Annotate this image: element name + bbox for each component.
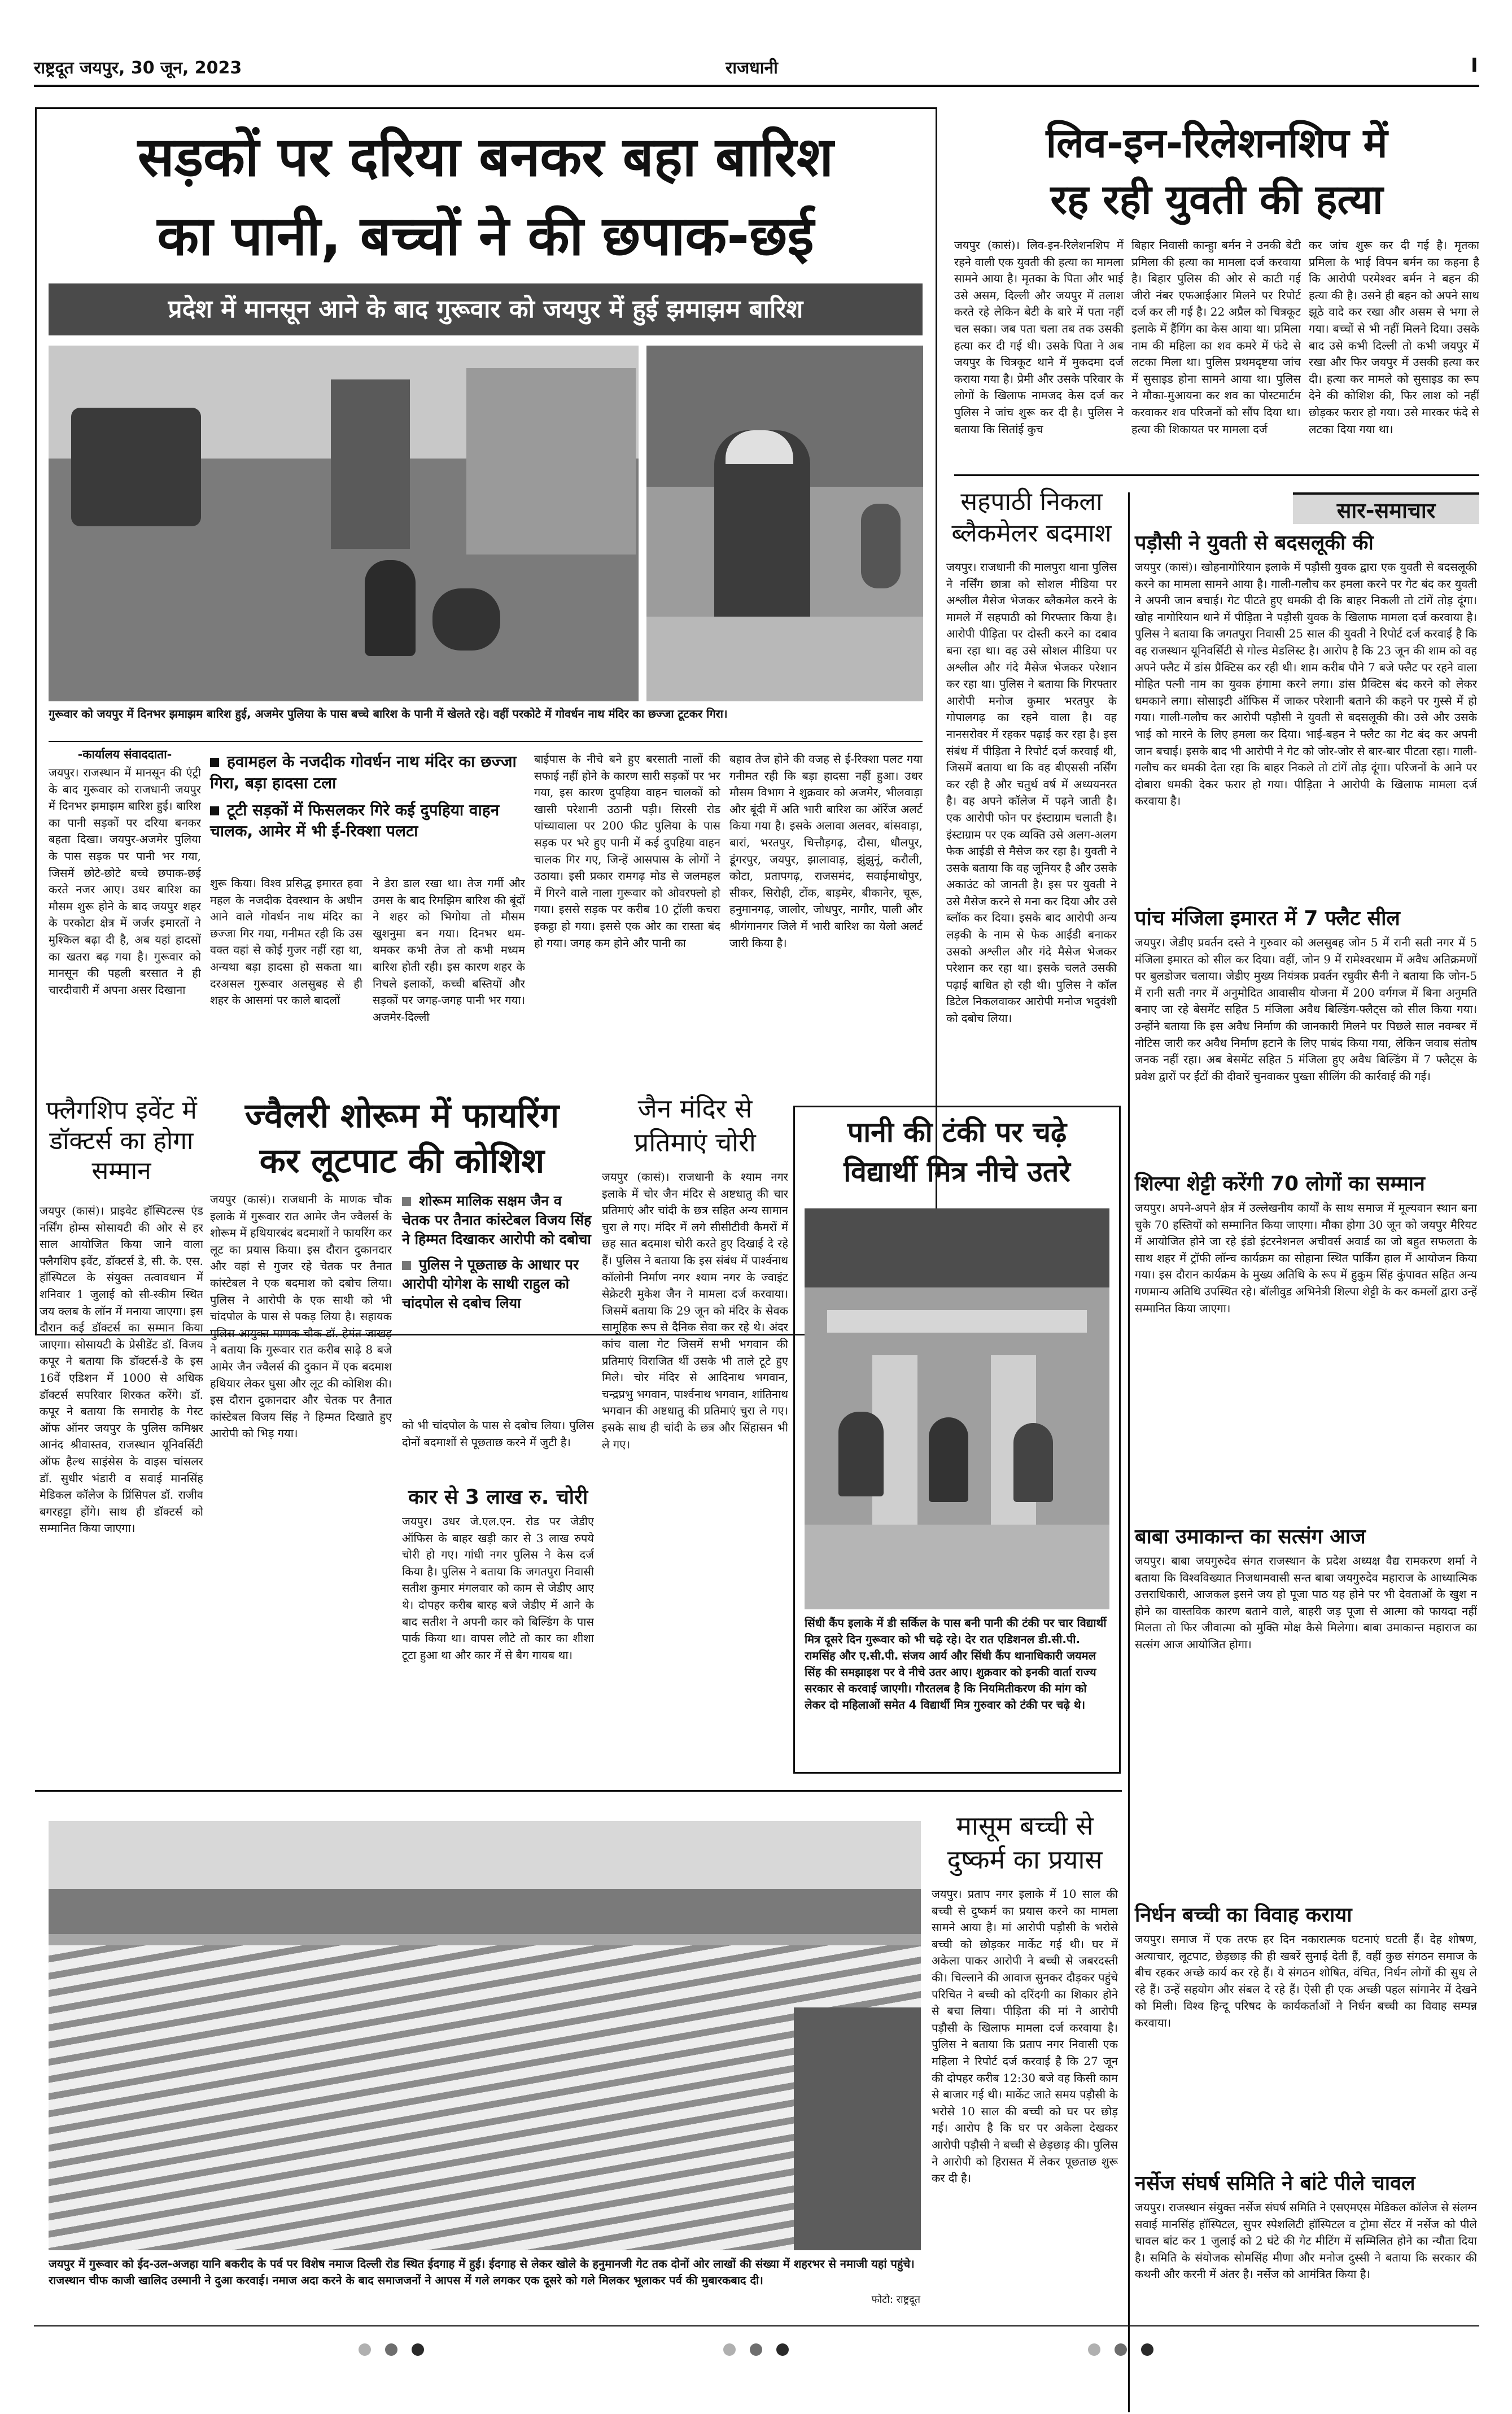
- sahpathi-text: जयपुर। राजधानी की मालपुरा थाना पुलिस ने नर्सिंग छात्रा को सोशल मीडिया पर अश्लील मैसेज भेजकर ब्लैकमेल करने के मामले में सहपाठी को गिरफ्तार किया है। आरोपी पीड़िता पर दोस्ती करने का दबाव बना रहा था। वह उसे सोशल मीडिया पर अश्लील और गंदे मैसेज भेजकर परेशान कर रहा था। पुलिस ने बताया कि गिरफ्तार आरोपी मनोज कुमार भरतपुर के गोपालगढ़ का रहने वाला है। वह नानसरोवर में रहकर पढ़ाई कर रहा है। इस संबंध में पीड़िता ने रिपोर्ट दर्ज करवाई थी, जिसमें बताया था कि वह बीएससी नर्सिंग कर रही है और चतुर्थ वर्ष में अध्ययनरत है। वह अपने कॉलेज में पढ़ने जाती है। एक आरोपी फोन पर इंस्टाग्राम चलाती है। इंस्टाग्राम पर एक व्यक्ति उसे अलग-अलग फेक आईडी से मैसेज कर रहा है। युवती ने उसके बताया कि वह जूनियर है और उसके अकाउंट को जानती है। इस पर युवती ने उसे मैसेज करने से मना कर दिया और उसे ब्लॉक कर दिया। इसके बाद आरोपी अन्य लड़की के नाम से फेक आईडी बनाकर उसको अश्लील और गंदे मैसेज भेजकर परेशान कर रहा था। इसके चलते उसकी पढ़ाई बाधित हो रही थी। पुलिस ने कॉल डिटेल निकलवाकर आरोपी मनोज भदुवंशी को दबोच लिया।: [946, 560, 1117, 1025]
- brief-4-title: बाबा उमाकान्त का सत्संग आज: [1135, 1525, 1366, 1548]
- jewelry-callout: [402, 1191, 594, 1406]
- footer-dot-3: [412, 2343, 424, 2356]
- brief-4-text: जयपुर। बाबा जयगुरुदेव संगत राजस्थान के प्रदेश अध्यक्ष वैद्य रामकरण शर्मा ने बताया कि विश्वविख्यात निजधामवासी सन्त बाबा जयगुरुदेव महाराज के आध्यात्मिक उत्तराधिकारी, आजकल इसने जय हो पूजा पाठ यह होने पर भी देवताओं के खुश न होने का वास्तविक कारण बताने वाले, बाहरी जड़ पूजा से आत्मा को फायदा नहीं मिलता तो फिर जीवात्मा को मुक्ति मोक्ष कैसे मिलेगा। बाबा उमाकान्त महाराज का सत्संग आज आयोजित होगा।: [1135, 1554, 1477, 1651]
- brief-2-text: जयपुर। जेडीए प्रवर्तन दस्ते ने गुरुवार को अलसुबह जोन 5 में रानी सती नगर में 5 मंजिला इमारत को सील कर दिया। वहीं, जोन 9 में रामेश्वरधाम में अवैध अतिक्रमणों पर बुलडोजर चलाया। जेडीए मुख्य नियंत्रक प्रवर्तन रघुवीर सैनी ने बताया कि जोन-5 में रानी सती नगर में अनुमोदित आवासीय योजना में 200 वर्गगज में बिना अनुमति बनाए जा रहे बेसमेंट सहित 5 मंजिला अवैध बिल्डिंग-फ्लैट्स को सील किया गया। उन्होंने बताया कि इस अवैध निर्माण की जानकारी मिलने पर पिछले साल नवम्बर में नोटिस जारी कर अवैध निर्माण हटाने के लिए पाबंद किया गया, लेकिन जवाब संतोष जनक नहीं रहा। अब बेसमेंट सहित 5 मंजिला हुए अवैध बिल्डिंग में 7 फ्लैट्स के प्रवेश द्वारों पर ईंटों की दीवारें चुनवाकर पुख्ता सीलिंग की कार्रवाई की गई।: [1135, 936, 1477, 1083]
- jewelry-col-1: जयपुर (कासं)। राजधानी के माणक चौक इलाके में गुरूवार रात आमेर जैन ज्वैलर्स के शोरूम में हथियारबंद बदमाशों ने फायरिंग कर लूट का प्रयास किया। इस दौरान दुकानदार और वहां से गुजर रहे चेतक पर तैनात कांस्टेबल ने एक बदमाश को दबोच लिया। पुलिस ने आरोपी के एक साथी को भी चांदपोल के पास से पकड़ लिया है। सहायक पुलिस आयुक्त माणक चौक डॉ. हेमंत जाखड़ ने बताया कि गुरूवार रात करीब साढ़े 8 बजे आमेर जैन ज्वैलर्स की दुकान में एक बदमाश हथियार लेकर घुसा और लूट की कोशिश की। इस दौरान दुकानदार और चेतक पर तैनात कांस्टेबल विजय सिंह ने हिम्मत दिखाते हुए आरोपी को भिड़ गया।: [210, 1193, 392, 1440]
- tanki-headline-line2: विद्यार्थी मित्र नीचे उतरे: [844, 1155, 1070, 1188]
- brief-5-title: निर्धन बच्ची का विवाह कराया: [1135, 1904, 1352, 1927]
- lead-headline-line1: सड़कों पर दरिया बनकर बहा बारिश: [137, 125, 834, 189]
- livein-col-3: कर जांच शुरू कर दी गई है। मृतका प्रमिला के भाई विपन बर्मन का कहना है कि आरोपी परमेश्वर बर्मन ने बहन की हत्या की है। उसने ही बहन को अपने साथ झूठे वादे कर रखा और असम से भगा ले गया। बच्चों से भी नहीं मिलने दिया। उसके बाद उसे कभी दिल्ली तो कभी जयपुर में रखा और फिर जयपुर में उसकी हत्या कर दी। हत्या कर मामले को सुसाइड का रूप देने की कोशिश की, फिर लाश को नहीं छोड़कर फरार हो गया। उसे मारकर फंदे से लटका दिया गया था।: [1309, 238, 1479, 436]
- brief-1-title: पड़ौसी ने युवती से बदसलूकी की: [1135, 531, 1374, 555]
- lead-col-4: बाईपास के नीचे बने हुए बरसाती नालों की सफाई नहीं होने के कारण सारी सड़कों पर भर गया, इस कारण दुपहिया वाहन चालकों को खासी परेशानी उठानी पड़ी। सिरसी रोड पांच्यावाला पर 200 फीट पुलिया के पास सड़क पर भरे हुए पानी में कई दुपहिया वाहन चालक गिर गए, जिन्हें आसपास के लोगों ने उठाया। इसी प्रकार रामगढ़ मोड से जलमहल में गिरने वाले नाला गुरूवार को ओवरफ्लो हो गया। इससे सड़क पर करीब 10 ट्रॉली कचरा इकट्ठा हो गया। इससे एक ओर का रास्ता बंद हो गया। जगह कम होने और पानी का: [534, 752, 720, 950]
- brief-1-text: जयपुर (कासं)। खोहनागोरियान इलाके में पड़ौसी युवक द्वारा एक युवती से बदसलूकी करने का मामला सामने आया है। गाली-गलौच कर हमला करने पर गेट बंद कर युवती ने अपनी जान बचाई। गेट पीटते हुए धमकी दी कि बाहर निकली तो टांगें तोड़ दूंगा। खोह नागोरियान थाने में पीड़िता ने पड़ौसी युवक के खिलाफ मामला दर्ज करवाया है। पुलिस ने बताया कि जगतपुरा निवासी 25 साल की युवती ने रिपोर्ट दर्ज करवाई है कि वह राजस्थान यूनिवर्सिटी से गोल्ड मेडलिस्ट है। आरोप है कि 23 जून की शाम को वह अपने फ्लैट में डांस प्रैक्टिस कर रही थी। शाम करीब पौने 7 बजे फ्लैट पर रहने वाला मोहित पत्नी नाम का युवक हंगामा करने लगा। डांस प्रैक्टिस बंद करने को लेकर धमकाने लगा। सोसाइटी ऑफिस में जाकर परेशानी बताने की कहने पर गुस्से में हो गया। गाली-गलौच कर आरोपी पड़ौसी ने युवती से बदसलूकी की। उसे और उसके भाई को मारने के लिए हमला कर दिया। भाई-बहन ने फ्लैट का गेट बंद कर अपनी जान बचाई। इसके बाद भी आरोपी ने गेट को जोर-जोर से बार-बार पीटता रहा। गाली-गलौच कर धमकी देता रहा कि बाहर निकले तो टांगें तोड़ दूंगा। परिजनों के आने पर दोबारा धमकी देकर फरार हो गया। पीड़िता ने आरोपी के खिलाफ मामला दर्ज करवाया है।: [1135, 560, 1477, 808]
- jain-text: जयपुर (कासं)। राजधानी के श्याम नगर इलाके में चोर जैन मंदिर से अष्टधातु की चार प्रतिमाएं और चांदी के छत्र सहित अन्य सामान चुरा ले गए। मंदिर में लगे सीसीटीवी कैमरों में छह सात बदमाश चोरी करते हुए दिखाई दे रहे हैं। पुलिस ने बताया कि इस संबंध में पार्श्वनाथ कॉलोनी निर्माण नगर श्याम नगर के ज्वाइंट सेक्रेटरी मुकेश जैन ने मामला दर्ज करवाया। जिसमें बताया कि 29 जून को मंदिर के सेवक सामूहिक रूप से दैनिक सेवा कर रहे थे। अंदर कांच वाला गेट जिसमें सभी भगवान की प्रतिमाएं विराजित थीं उसके भी ताले टूटे हुए मिले। चोर मंदिर से आदिनाथ भगवान, चन्द्रप्रभु भगवान, पार्श्वनाथ भगवान, शांतिनाथ भगवान की अष्टधातु की प्रतिमाएं चुरा ले गए। इसके साथ ही चांदी के छत्र और सिंहासन भी ले गए।: [602, 1170, 788, 1451]
- jain-headline-line1: जैन मंदिर से: [637, 1093, 753, 1124]
- masoom-headline-line1: मासूम बच्ची से: [956, 1810, 1094, 1841]
- header-rule: [34, 85, 1479, 87]
- jain-headline-line2: प्रतिमाएं चोरी: [634, 1127, 756, 1158]
- brief-2-title: पांच मंजिला इमारत में 7 फ्लैट सील: [1135, 907, 1400, 930]
- lead-photo-caption: गुरूवार को जयपुर में दिनभर झमाझम बारिश हुई, अजमेर पुलिया के पास बच्चे बारिश के पानी में खेलते रहे। वहीं परकोटे में गोवर्धन नाथ मंदिर का छज्जा टूटकर गिरा।: [49, 707, 728, 721]
- car-theft-title: कार से 3 लाख रु. चोरी: [408, 1486, 588, 1509]
- brief-6-text: जयपुर। राजस्थान संयुक्त नर्सेज संघर्ष समिति ने एसएमएस मेडिकल कॉलेज से संलग्न सवाई मानसिंह हॉस्पिटल, सुपर स्पेशलिटी हॉस्पिटल व ट्रोमा सेंटर में नर्सेज को पीले चावल बांट कर 1 जुलाई को 2 घंटे की गेट मीटिंग में सम्मिलित होने का न्यौता दिया है। समिति के संयोजक सोमसिंह मीणा और मनोज दुस्सी ने बताया कि सरकार की कथनी और करनी में अंतर है। नर्सेज को आमंत्रित किया है।: [1135, 2201, 1477, 2281]
- sahpathi-headline-line1: सहपाठी निकला: [960, 487, 1103, 516]
- jewelry-callout-2: पुलिस ने पूछताछ के आधार पर आरोपी योगेश के साथी राहुल को चांदपोल से दबोच लिया: [402, 1256, 579, 1311]
- jewelry-callout-1: शोरूम मालिक सक्षम जैन व चेतक पर तैनात कांस्टेबल विजय सिंह ने हिम्मत दिखाकर आरोपी को दबोचा: [402, 1193, 592, 1247]
- lead-caption-rule: [49, 741, 923, 742]
- brief-3-title: शिल्पा शेट्टी करेंगी 70 लोगों का सम्मान: [1135, 1172, 1425, 1195]
- header-page-number: I: [1471, 54, 1478, 77]
- jewelry-headline-line1: ज्वैलरी शोरूम में फायरिंग: [244, 1096, 560, 1136]
- livein-rule: [954, 474, 1479, 476]
- eid-caption: जयपुर में गुरूवार को ईद-उल-अजहा यानि बकरीद के पर्व पर विशेष नमाज दिल्ली रोड स्थित ईदगाह में हुई। ईदगाह से लेकर खोले के हनुमानजी गेट तक दोनों ओर लाखों की संख्या में शहरभर से नमाजी यहां पहुंचे। राजस्थान चीफ काजी खालिद उस्मानी ने दुआ करवाई। नमाज अदा करने के बाद समाजजनों ने आपस में गले लगकर एक दूसरे को गले मिलकर भूलाकर पर्व की मुबारकबाद दी।: [49, 2257, 915, 2287]
- footer-dot-6: [776, 2343, 789, 2356]
- lead-col-3: ने डेरा डाल रखा था। तेज गर्मी और उमस के बाद रिमझिम बारिश की बूंदों ने शहर को भिगोया तो मौसम खुशनुमा बन गया। दिनभर थम-थमकर कभी तेज तो कभी मध्यम बारिश होती रही। इस कारण शहर के निचले इलाकों, कच्ची बस्तियों और सड़कों पर जगह-जगह पानी भर गया। अजमेर-दिल्ली: [373, 876, 525, 1024]
- jewelry-headline-line2: कर लूटपाट की कोशिश: [259, 1141, 545, 1181]
- masoom-text: जयपुर। प्रताप नगर इलाके में 10 साल की बच्ची से दुष्कर्म का प्रयास करने का मामला सामने आया है। मां आरोपी पड़ौसी के भरोसे बच्ची को छोड़कर मार्केट गई थी। घर में अकेला पाकर आरोपी ने बच्ची से जबरदस्ती की। चिल्लाने की आवाज सुनकर दौड़कर पहुंचे परिचित ने बच्ची को दरिंदगी का शिकार होने से बचा लिया। पीड़िता की मां ने आरोपी पड़ौसी के खिलाफ मामला दर्ज करवाया है। पुलिस ने बताया कि प्रताप नगर निवासी एक महिला ने रिपोर्ट दर्ज करवाई है कि 27 जून की दोपहर करीब 12:30 बजे वह किसी काम से बाजार गई थी। मार्केट जाते समय पड़ौसी के भरोसे 10 साल की बच्ची को घर पर छोड़ गई। आरोप है कि घर पर अकेला देखकर आरोपी पड़ौसी ने बच्ची से छेड़छाड़ की। पुलिस ने आरोपी को हिरासत में लेकर पूछताछ शुरू कर दी है।: [932, 1887, 1118, 2185]
- sahpathi-headline-line2: ब्लैकमेलर बदमाश: [951, 519, 1112, 548]
- footer-dot-9: [1141, 2343, 1153, 2356]
- footer-dot-2: [385, 2343, 397, 2356]
- lead-photo-temple-collapse: [646, 346, 923, 701]
- footer-dot-8: [1115, 2343, 1127, 2356]
- lead-col-5: बहाव तेज होने की वजह से ई-रिक्शा पलट गया गनीमत रही कि बड़ा हादसा नहीं हुआ। उधर मौसम विभाग ने शुक्रवार को अजमेर, भीलवाड़ा और बूंदी में अति भारी बारिश का ऑरेंज अलर्ट किया गया है। इसके अलावा अलवर, बांसवाड़ा, बारां, भरतपुर, चित्तौड़गढ़, दौसा, धौलपुर, डूंगरपुर, जयपुर, झालावाड़, झुंझुनूं, करौली, कोटा, प्रतापगढ़, राजसमंद, सवाईमाधोपुर, सीकर, सिरोही, टोंक, बाड़मेर, बीकानेर, चूरू, हनुमानगढ़, जालोर, जोधपुर, नागौर, पाली और श्रीगंगानगर जिले में भारी बारिश का येलो अलर्ट जारी किया है।: [729, 752, 923, 950]
- masoom-headline-line2: दुष्कर्म का प्रयास: [947, 1844, 1103, 1875]
- footer-rule: [34, 2325, 1479, 2326]
- brief-5-text: जयपुर। समाज में एक तरफ हर दिन नकारात्मक घटनाएं घटती हैं। देह शोषण, अत्याचार, लूटपाट, छेड़छाड़ की ही खबरें सुनाई देती हैं, वहीं कुछ संगठन समाज के बीच रहकर अच्छे कार्य कर रहे हैं। ये संगठन शोषित, वंचित, निर्धन लोगों की सुध ले रहे हैं। उन्हें सहयोग और संबल दे रहे हैं। ऐसी ही एक अच्छी पहल सांगानेर में देखने को मिली। विश्व हिन्दू परिषद के कार्यकर्ताओं ने निर्धन बच्ची का विवाह सम्पन्न करवाया।: [1135, 1932, 1477, 2029]
- tanki-caption: सिंधी कैंप इलाके में डी सर्किल के पास बनी पानी की टंकी पर चार विद्यार्थी मित्र दूसरे दिन गुरूवार को भी चढ़े रहे। देर रात एडिशनल डी.सी.पी. रामसिंह और ए.सी.पी. संजय आर्य और सिंधी कैंप थानाधिकारी जयमल सिंह की समझाइश पर वे नीचे उतर आए। शुक्रवार को इनकी वार्ता राज्य सरकार से करवाई जाएगी। गौरतलब है कि नियमितीकरण की मांग को लेकर दो महिलाओं समेत 4 विद्यार्थी मित्र गुरुवार को टंकी पर चढ़े थे।: [805, 1616, 1107, 1712]
- flagship-headline: फ्लैगशिप इवेंट में डॉक्टर्स का होगा सम्मान: [46, 1096, 197, 1186]
- brief-3-text: जयपुर। अपने-अपने क्षेत्र में उल्लेखनीय कार्यों के साथ समाज में मूल्यवान स्थान बना चुके 70 हस्तियों को सम्मानित किया जाएगा। मौका होगा 30 जून को जयपुर मैरियट में आयोजित होने जा रहे इंडो इंटरनेशनल अचीवर्स अवार्ड का जो बहुत सफलता के साथ शहर में ट्रॉफी लॉन्च कार्यक्रम का सोहाना स्थित पार्किंग हाल में आयोजन किया गया। इस दौरान कार्यक्रम के मुख्य अतिथि के रूप में हुकुम सिंह कुंपावत सहित अन्य गणमान्य अतिथि उपस्थित रहे। बॉलीवुड अभिनेत्री शिल्पा शेट्टी के कर कमलों द्वारा उन्हें सम्मानित किया जाएगा।: [1135, 1201, 1477, 1315]
- lead-col-2: शुरू किया। विश्व प्रसिद्ध इमारत हवा महल के नजदीक देवस्थान के अधीन आने वाले गोवर्धन नाथ मंदिर का छज्जा गिर गया, गनीमत रही कि उस वक्त वहां से कोई गुजर नहीं रहा था, अन्यथा बड़ा हादसा हो सकता था। दरअसल गुरूवार अलसुबह से ही शहर के आसमां पर काले बादलों: [210, 876, 362, 1007]
- footer-registration-marks: [0, 2343, 1512, 2366]
- footer-dot-7: [1088, 2343, 1100, 2356]
- livein-headline-line1: लिव-इन-रिलेशनशिप में: [1046, 119, 1388, 167]
- lead-bullet-2: टूटी सड़कों में फिसलकर गिरे कई दुपहिया वाहन चालक, आमेर में भी ई-रिक्शा पलटा: [210, 800, 500, 841]
- livein-col-1: जयपुर (कासं)। लिव-इन-रिलेशनशिप में रहने वाली एक युवती की हत्या का मामला सामने आया है। मृतका के पिता और भाई उसे असम, दिल्ली और जयपुर में तलाश करते रहे लेकिन बेटी के बारे में पता नहीं चल सका। जब पता चला तब तक उसकी हत्या कर दी गई थी। उसके पिता ने अब जयपुर के चित्रकूट थाने में मुकदमा दर्ज कराया गया है। प्रेमी और उसके परिवार के लोगों के खिलाफ नामजद केस दर्ज कर पुलिस ने जांच शुरू कर दी है। पुलिस ने बताया कि सितांई कुच: [954, 238, 1124, 436]
- lead-col-1: जयपुर। राजस्थान में मानसून की एंट्री के बाद गुरूवार को राजधानी जयपुर में दिनभर झमाझम बारिश हुई। बारिश का पानी सड़कों पर दरिया बनकर बहता दिखा। जयपुर-अजमेर पुलिया के पास सड़क पर पानी भर गया, जिसमें छोटे-छोटे बच्चे छपाक-छई करते नजर आए। उधर बारिश का मौसम शुरू होने के बाद जयपुर शहर के परकोटा क्षेत्र में जर्जर इमारतों ने मुश्किल बढ़ा दी है, अब यहां हादसों का खतरा बढ़ गया है। गुरूवार को मानसून की पहली बरसात ने ही चारदीवारी में अपना असर दिखाना: [49, 766, 201, 997]
- lead-bullets: [210, 751, 526, 858]
- eid-photo-credit: फोटो: राष्ट्रदूत: [836, 2293, 920, 2306]
- livein-headline-line2: रह रही युवती की हत्या: [1050, 176, 1383, 223]
- lead-banner: [49, 283, 923, 335]
- lead-bullet-1: हवामहल के नजदीक गोवर्धन नाथ मंदिर का छज्जा गिरा, बड़ा हादसा टला: [210, 752, 517, 792]
- lead-byline: -कार्यालय संवाददाता-: [77, 748, 172, 761]
- livein-col-2: बिहार निवासी कान्हुा बर्मन ने उनकी बेटी प्रमिला की हत्या का मामला दर्ज करवाया है। बिहार पुलिस की ओर से काटी गई जीरो नंबर एफआईआर मिलने पर रिपोर्ट दर्ज कर ली गई है। 22 अप्रैल को चित्रकूट इलाके में हैंगिंग का केस आया था। प्रमिला नाम की महिला का शव कमरे में फंदे से लटका मिला था। पुलिस प्रथमदृष्टया जांच में सुसाइड होना सामने आया था। पुलिस ने मौका-मुआयना कर शव का पोस्टमार्टम करवाकर शव परिजनों को सौंप दिया था। हत्या की शिकायत पर मामला दर्ज: [1131, 238, 1301, 436]
- tanki-headline-line1: पानी की टंकी पर चढ़े: [847, 1116, 1067, 1149]
- car-theft-text: जयपुर। उधर जे.एल.एन. रोड पर जेडीए ऑफिस के बाहर खड़ी कार से 3 लाख रुपये चोरी हो गए। गांधी नगर पुलिस ने केस दर्ज किया है। पुलिस ने बताया कि जगतपुरा निवासी सतीश कुमार मंगलवार को काम से जेडीए आए थे। दोपहर करीब बारह बजे जेडीए में आने के बाद सतीश ने अपनी कार को बिल्डिंग के पास पार्क किया था। वापस लौटे तो कार का शीशा टूटा हुआ था और कार में से बैग गायब था।: [402, 1514, 594, 1662]
- tanki-photo: [805, 1208, 1109, 1609]
- lead-photo-rain-street: [49, 346, 639, 701]
- lead-banner-text: प्रदेश में मानसून आने के बाद गुरूवार को जयपुर में हुई झमाझम बारिश: [168, 295, 803, 324]
- eid-photo: [49, 1821, 921, 2250]
- jewelry-col-2: को भी चांदपोल के पास से दबोच लिया। पुलिस दोनों बदमाशों से पूछताछ करने में जुटी है।: [402, 1418, 594, 1449]
- brief-6-title: नर्सेज संघर्ष समिति ने बांटे पीले चावल: [1135, 2172, 1415, 2195]
- lead-headline-line2: का पानी, बच्चों ने की छपाक-छई: [157, 204, 814, 268]
- brief-label: सार-समाचार: [1293, 492, 1479, 524]
- flagship-text: जयपुर (कासं)। प्राइवेट हॉस्पिटल्स एंड नर्सिंग होम्स सोसायटी की ओर से हर साल आयोजित किया जाने वाला फ्लैगशिप इवेंट, डॉक्टर्स डे, सी. के. एस. हॉस्पिटल के संयुक्त तत्वावधान में शनिवार 1 जुलाई को सी-स्कीम स्थित जय क्लब के लॉन में मनाया जाएगा। इस दौरान कई डॉक्टर्स का सम्मान किया जाएगा। सोसायटी के प्रेसीडेंट डॉ. विजय कपूर ने बताया कि डॉक्टर्स-डे के इस 16वें एडिशन में 1000 से अधिक डॉक्टर्स सपरिवार शिरकत करेंगे। डॉ. कपूर ने बताया कि समारोह के गेस्ट ऑफ ऑनर जयपुर के पुलिस कमिश्नर आनंद श्रीवास्तव, राजस्थान यूनिवर्सिटी ऑफ हैल्थ साइंसेस के वाइस चांसलर डॉ. सुधीर भंडारी व सवाई मानसिंह मेडिकल कॉलेज के प्रिंसिपल डॉ. राजीव बगरहट्टा होंगे। साथ ही डॉक्टर्स को सम्मानित किया जाएगा।: [40, 1204, 203, 1535]
- header-section: राजधानी: [726, 58, 778, 78]
- header-date: राष्ट्रदूत जयपुर, 30 जून, 2023: [34, 58, 242, 78]
- footer-dot-4: [723, 2343, 736, 2356]
- footer-dot-5: [750, 2343, 762, 2356]
- middle-section-rule: [35, 1790, 1122, 1792]
- footer-dot-1: [359, 2343, 371, 2356]
